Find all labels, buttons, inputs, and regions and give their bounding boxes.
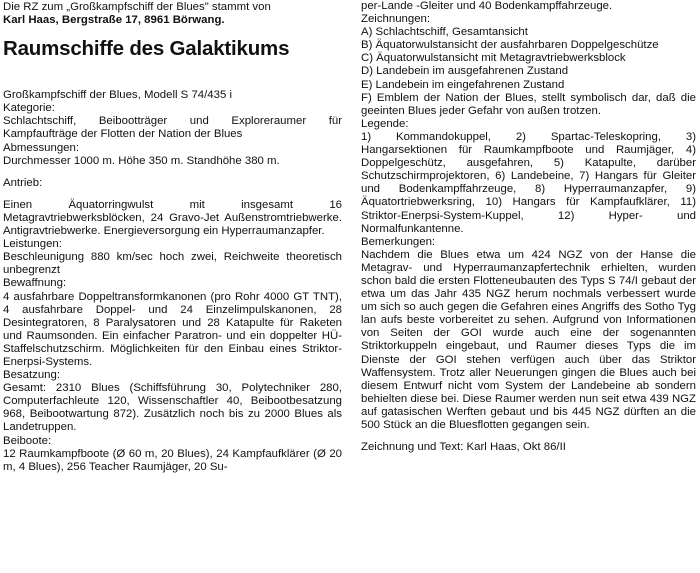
abmessungen-label: Abmessungen: — [3, 141, 79, 154]
abmessungen-text: Durchmesser 1000 m. Höhe 350 m. Standhöhe 380 m. — [3, 154, 280, 167]
legende-text: 1) Kommandokuppel, 2) Spartac-Teleskopring, 3) Hangarsektionen für Raumkampfboote und Raumjäger, 4) Doppelgeschütz, ausgefahren, 5) Katapulte, darüber Schutzschirmprojektoren, 6) Landebeine, 7) Hangars für Gleiter und Bodenkampffahrzeuge, 8) Hyperraumanzapfer, 9) Äquatortriebwerksring, 10) Hangars für Kampfaufklärer, 11) Striktor-Enerpsi-System-Kuppel, 12) Hyper- und Normalfunkantenne. — [361, 130, 696, 235]
credit-line-2: Karl Haas, Bergstraße 17, 8961 Börwang. — [3, 14, 225, 27]
zeichnung-item: E) Landebein im eingefahrenen Zustand — [361, 78, 565, 91]
antrieb-text: Einen Äquatorringwulst mit insgesamt 16 Metagravtriebwerksblöcken, 24 Gravo-Jet Außenstromtriebwerke. Antigravtriebwerke. Energieversorgung ein Hyperraumanzapfer. — [3, 198, 342, 238]
legende-label: Legende: — [361, 117, 409, 130]
zeichnungen-label: Zeichnungen: — [361, 13, 431, 26]
left-column — [3, 0, 342, 474]
kategorie-label: Kategorie: — [3, 102, 55, 115]
zeichnung-item: A) Schlachtschiff, Gesamtansicht — [361, 26, 528, 39]
kategorie-text: Schlachtschiff, Beibootträger und Exploreraumer für Kampfaufträge der Flotten der Nation der Blues — [3, 115, 342, 141]
model-name: Großkampfschiff der Blues, Modell S 74/435 i — [3, 89, 232, 102]
credit-line-1: Die RZ zum „Großkampfschiff der Blues" stammt von — [3, 1, 271, 13]
bemerkungen-text: Nachdem die Blues etwa um 424 NGZ von der Hanse die Metagrav- und Hyperraumanzapfertechnik erhielten, wurden schon bald die ersten Flotteneubauten des Typs S 74/I gebaut der etwa um das Jahr 435 NGZ herum nochmals verbessert wurde um sich so auch gegen die Gefahren eines Angriffs des Sotho Tyg lan aufs beste vorbereitet zu sehen. Aufgrund von Informationen von Seiten der GOI wurde auch eine der sogenannten Striktorkuppeln eingebaut, und Raumer dieses Typs die im Dienste der GOI stehen verfügen auch über das Striktor Waffensystem. Trotz aller Neuerungen gingen die Blues auch bei diesem Entwurf nicht vom System der Landebeine ab sondern behielten diese bei. Diese Raumer werden nun seit etwa 439 NGZ auf gatasischen Werften gebaut und bis 445 NGZ dürften an die 500 Stück an die Bluesflotten gegangen sein. — [361, 248, 696, 431]
besatzung-text: Gesamt: 2310 Blues (Schiffsführung 30, Polytechniker 280, Computerfachleute 120, Wissenschaftler 40, Beibootbesatzung 968, Beibootwartung 872). Zusätzlich noch bis zu 2000 Blues als Landetruppen. — [3, 382, 342, 434]
zeichnung-item: C) Äquatorwulstansicht mit Metagravtriebwerksblock — [361, 52, 626, 65]
beiboote-continued: per-Lande -Gleiter und 40 Bodenkampffahrzeuge. — [361, 0, 613, 12]
zeichnung-item: F) Emblem der Nation der Blues, stellt symbolisch dar, daß die geeinten Blues jeder Gefahr von außen trotzen. — [361, 91, 696, 117]
bewaffnung-label: Bewaffnung: — [3, 277, 67, 290]
beiboote-text: 12 Raumkampfboote (Ø 60 m, 20 Blues), 24 Kampfaufklärer (Ø 20 m, 4 Blues), 256 Teacher Raumjäger, 20 Su- — [3, 447, 342, 473]
beiboote-label: Beiboote: — [3, 434, 52, 447]
bewaffnung-text: 4 ausfahrbare Doppeltransformkanonen (pro Rohr 4000 GT TNT), 4 ausfahrbare Doppel- und 24 Einzelimpulskanonen, 28 Desintegratoren, 8 Paralysatoren und 28 Katapulte für Raketen und Raumsonden. Ein einfacher Paratron- und ein doppelter HÜ-Staffelschutzschirm. Möglichkeiten für den Einbau eines Striktor-Enerpsi-Systems. — [3, 290, 342, 368]
zeichnung-item: D) Landebein im ausgefahrenen Zustand — [361, 65, 569, 78]
credit-note — [3, 1, 342, 27]
besatzung-label: Besatzung: — [3, 369, 60, 382]
zeichnung-item: B) Äquatorwulstansicht der ausfahrbaren Doppelgeschütze — [361, 39, 659, 52]
right-column — [361, 0, 696, 454]
page-title: Raumschiffe des Galaktikums — [3, 37, 290, 61]
leistungen-text: Beschleunigung 880 km/sec hoch zwei, Reichweite theoretisch unbegrenzt — [3, 251, 342, 277]
signature: Zeichnung und Text: Karl Haas, Okt 86/II — [361, 441, 566, 454]
leistungen-label: Leistungen: — [3, 238, 62, 251]
antrieb-label: Antrieb: — [3, 176, 43, 189]
bemerkungen-label: Bemerkungen: — [361, 235, 436, 248]
